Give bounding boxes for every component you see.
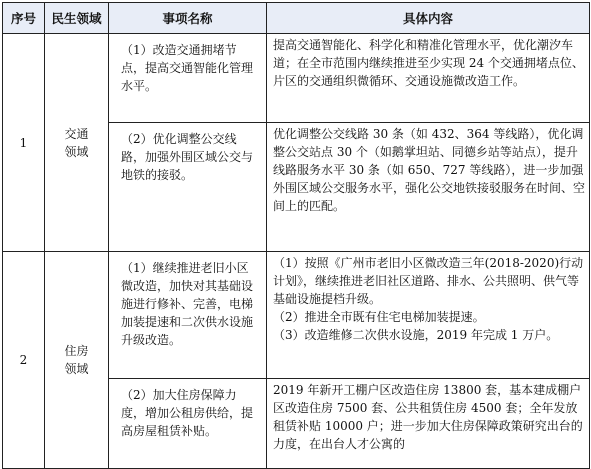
header-content: 具体内容 — [267, 3, 590, 34]
content-line: （1）按照《广州市老旧小区微改造三年(2018-2020)行动计划》，继续推进老旧社区道路、排水、公共照明、供气等基础设施提档升级。 — [273, 256, 584, 306]
content-cell: 优化调整公交线路 30 条（如 432、364 等线路），优化调整公交站点 30 个（如鹅掌坦站、同德乡站等站点），提升线路服务水平 30 条（如 650、727 等线路），进一步加强外围区域公交服务水平，强化公交地铁接驳服务在时间、空间上的匹配。 — [267, 123, 590, 252]
content-cell — [267, 252, 590, 379]
content-text: 2019 年新开工棚户区改造住房 13800 套，基本建成棚户区改造住房 7500 套、公共租赁住房 4500 套；全年发放租赁补贴 10000 户；进一步加大住房保障政策研究出台的力度，在出台人才公寓的 — [273, 383, 583, 451]
content-cell — [267, 379, 590, 469]
row-number: 1 — [3, 34, 45, 252]
content-line: （3）改造维修二次供水设施，2019 年完成 1 万户。 — [273, 328, 559, 342]
item-cell: （1）继续推进老旧小区微改造，加快对其基础设施进行修补、完善，电梯加装提速和二次供水设施升级改造。 — [109, 252, 267, 379]
table-row — [3, 34, 590, 123]
header-no: 序号 — [3, 3, 45, 34]
field-cell — [45, 34, 109, 252]
header-field: 民生领域 — [45, 3, 109, 34]
policy-table — [2, 2, 590, 469]
table-header-row — [3, 3, 590, 34]
field-label-line: 住房 — [64, 344, 89, 358]
field-label-line: 领域 — [64, 144, 89, 159]
content-line: （2）推进全市既有住宅电梯加装提速。 — [273, 310, 485, 324]
header-item: 事项名称 — [109, 3, 267, 34]
item-cell: （2）加大住房保障力度，增加公租房供给，提高房屋租赁补贴。 — [109, 379, 267, 469]
field-cell — [45, 252, 109, 469]
content-cell: 提高交通智能化、科学化和精准化管理水平，优化潮汐车道；在全市范围内继续推进至少实现 24 个交通拥堵点位、片区的交通组织微循环、交通设施微改造工作。 — [267, 34, 590, 123]
field-label-line: 领域 — [64, 362, 89, 376]
item-cell: （2）优化调整公交线路，加强外围区域公交与地铁的接驳。 — [109, 123, 267, 252]
item-cell: （1）改造交通拥堵节点，提高交通智能化管理水平。 — [109, 34, 267, 123]
table-row — [3, 252, 590, 379]
row-number: 2 — [3, 252, 45, 469]
field-label-line: 交通 — [64, 126, 89, 141]
